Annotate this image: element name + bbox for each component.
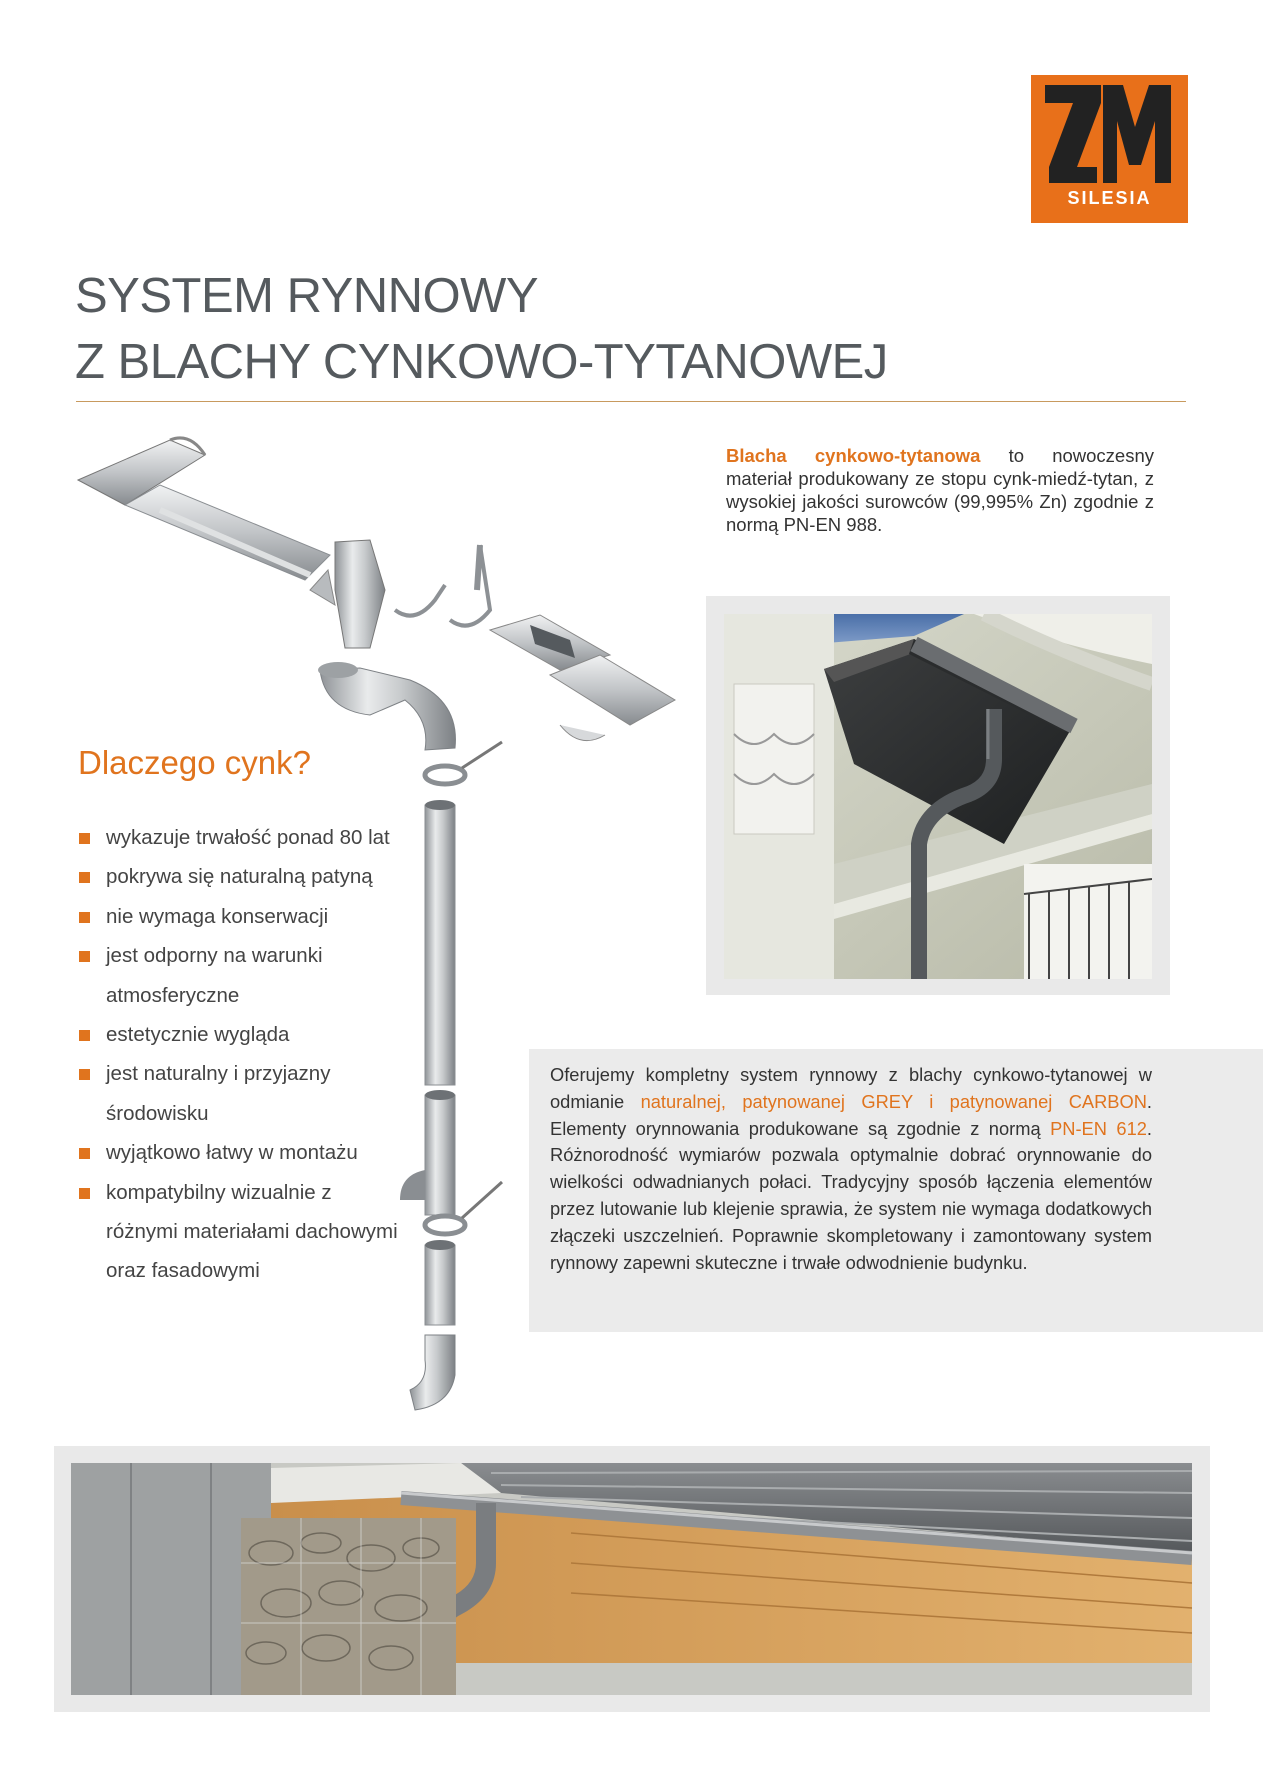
why-zinc-heading: Dlaczego cynk?	[78, 744, 311, 781]
facade-gutter-photo	[724, 614, 1152, 979]
gutter-section-right	[490, 615, 675, 741]
list-item: jest naturalny i przyjazny środowisku	[78, 1054, 346, 1133]
offer-variants: naturalnej, patynowanej GREY i patynowanej CARBON	[640, 1090, 1147, 1112]
gutter-hooks	[395, 545, 490, 626]
logo-subtitle: SILESIA	[1067, 188, 1152, 208]
intro-text: to nowoczesny materiał produkowany ze stopu cynk-miedź-tytan, z wysokiej jakości surowców (99,995% Zn) zgodnie z normą PN-EN 988.	[726, 445, 1155, 535]
list-item: wyjątkowo łatwy w montażu	[78, 1133, 438, 1172]
list-item: jest odporny na warunki atmosferyczne	[78, 936, 346, 1015]
title-line-1: SYSTEM RYNNOWY	[75, 269, 539, 323]
company-logo	[1031, 75, 1188, 223]
intro-paragraph	[726, 444, 1154, 536]
offer-norm: PN-EN 612	[1050, 1117, 1147, 1139]
list-item: estetycznie wygląda	[78, 1015, 438, 1054]
title-divider	[76, 401, 1186, 402]
roof-gutter-photo	[71, 1463, 1192, 1695]
pipe-elbow	[318, 662, 455, 750]
list-item: nie wymaga konserwacji	[78, 897, 438, 936]
downpipe-lower	[425, 1240, 455, 1325]
gutter-section-left	[125, 485, 330, 580]
pipe-shoe	[410, 1335, 455, 1410]
list-item: wykazuje trwałość ponad 80 lat	[78, 818, 438, 857]
title-line-2: Z BLACHY CYNKOWO-TYTANOWEJ	[75, 335, 888, 389]
downpipe	[425, 800, 455, 1085]
page-title	[75, 263, 1125, 395]
gutter-end-cap	[78, 438, 205, 505]
intro-highlight: Blacha cynkowo-tytanowa	[726, 445, 981, 466]
list-item: pokrywa się naturalną patyną	[78, 857, 438, 896]
downpipe-section	[400, 1090, 455, 1215]
offer-paragraph: Oferujemy kompletny system rynnowy z blachy cynkowo-tytanowej w odmianie naturalnej, patynowanej GREY i patynowanej CARBON. Elementy orynnowania produkowane są zgodnie z normą PN-EN 612. Różnorodność wymiarów pozwala optymalnie dobrać orynnowanie do wielkości odwadnianych połaci. Tradycyjny sposób łączenia elementów przez lutowanie lub klejenie sprawia, że system nie wymaga dodatkowych złączeki uszczelnień. Poprawnie skompletowany i zamontowany system rynnowy zapewni skuteczne i trwałe odwodnienie budynku.	[550, 1064, 1152, 1273]
list-item: kompatybilny wizualnie z różnymi materiałami dachowymi oraz fasadowymi	[78, 1173, 406, 1291]
